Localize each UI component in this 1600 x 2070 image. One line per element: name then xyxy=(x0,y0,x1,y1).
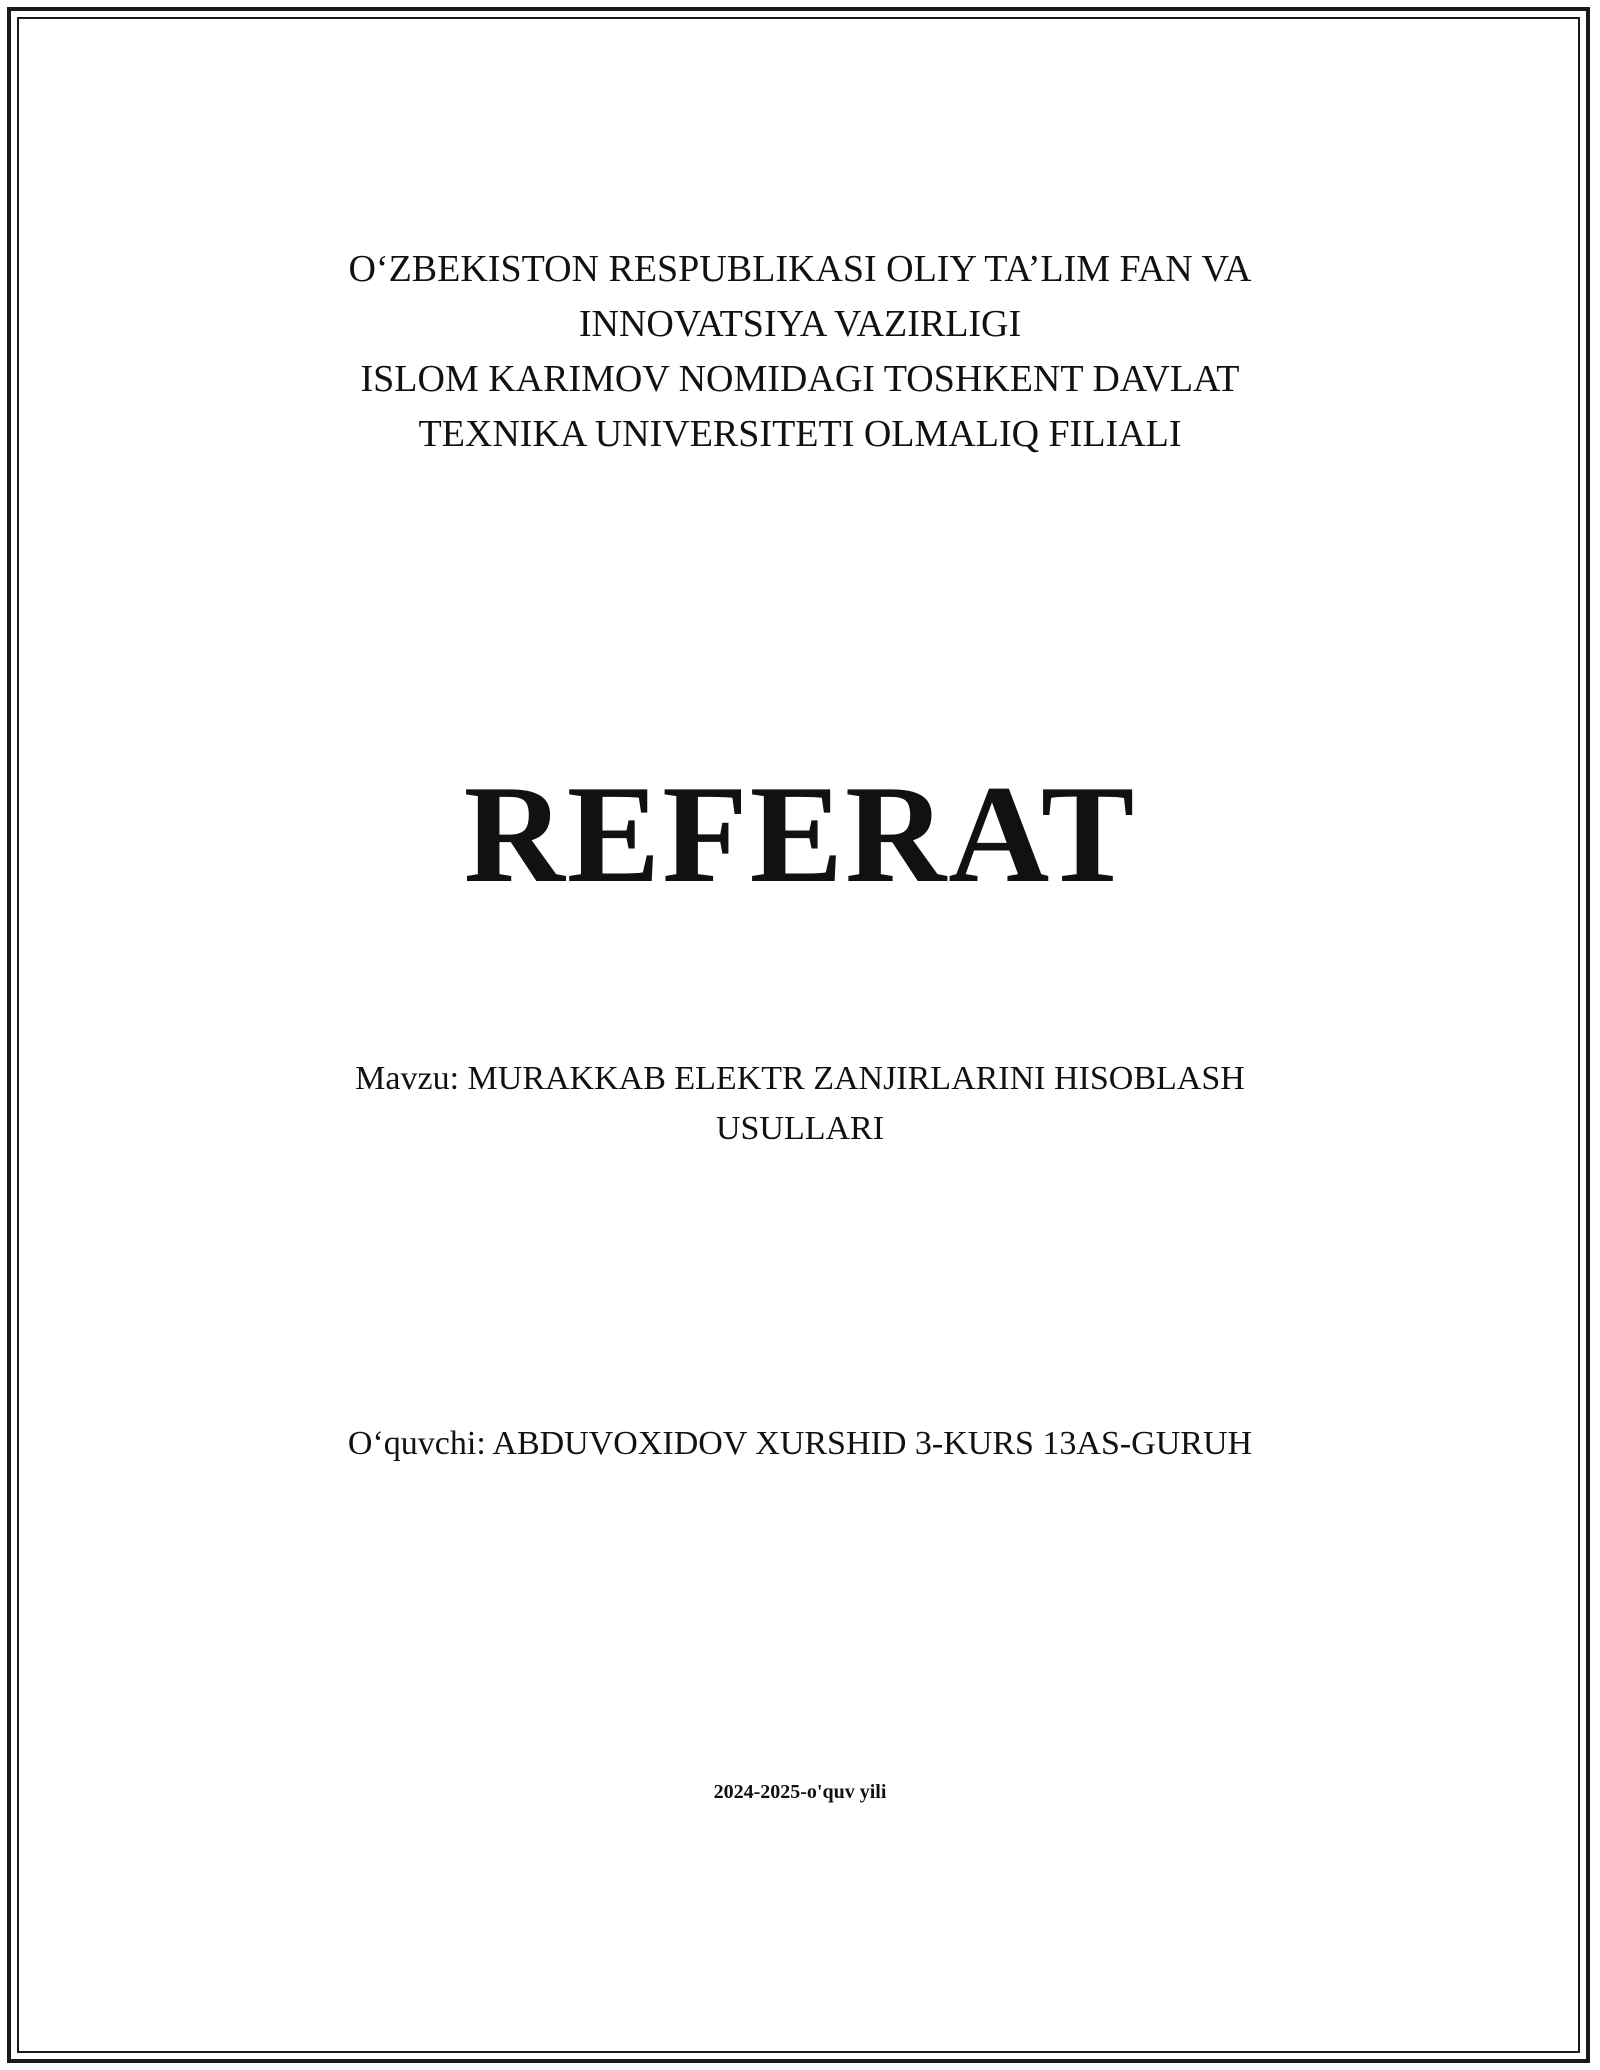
document-title: REFERAT xyxy=(463,757,1137,912)
topic-line: Mavzu: MURAKKAB ELEKTR ZANJIRLARINI HISOBLASH xyxy=(355,1060,1245,1097)
student-info: O‘quvchi: ABDUVOXIDOV XURSHID 3-KURS 13AS-GURUH xyxy=(347,1425,1253,1462)
topic-line: USULLARI xyxy=(715,1110,885,1147)
header-line: ISLOM KARIMOV NOMIDAGI TOSHKENT DAVLAT xyxy=(360,358,1240,400)
academic-year: 2024-2025-o'quv yili xyxy=(713,1781,887,1803)
header-line: INNOVATSIYA VAZIRLIGI xyxy=(578,303,1022,345)
institution-header xyxy=(0,242,1600,462)
header-line: TEXNIKA UNIVERSITETI OLMALIQ FILIALI xyxy=(418,413,1182,455)
topic xyxy=(0,1054,1600,1154)
header-line: O‘ZBEKISTON RESPUBLIKASI OLIY TA’LIM FAN VA xyxy=(348,248,1252,290)
